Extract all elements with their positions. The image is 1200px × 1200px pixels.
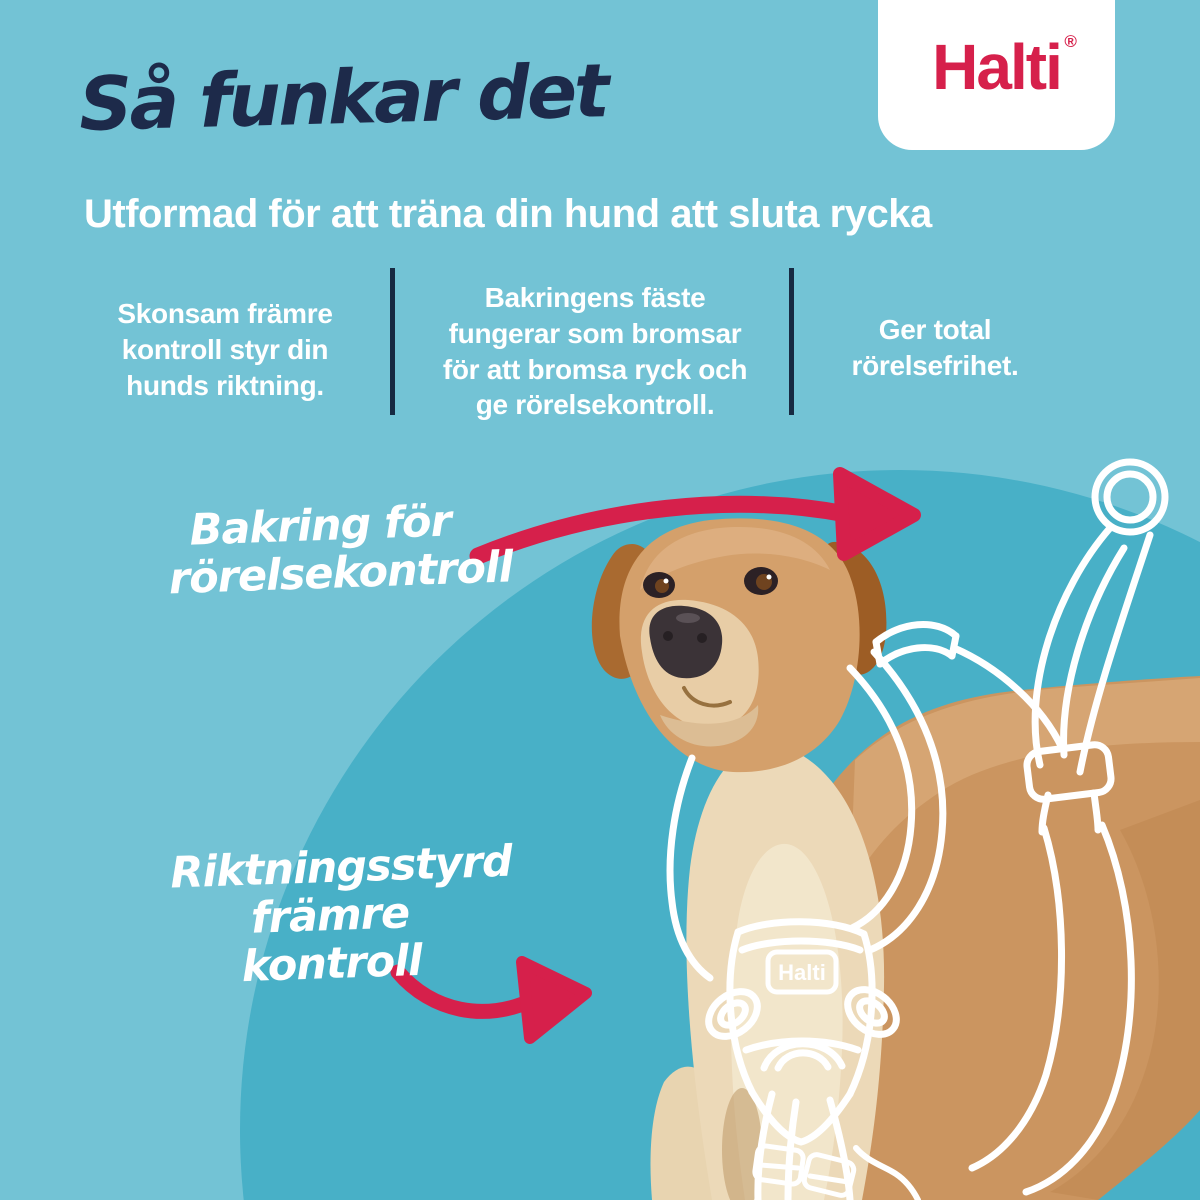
annotation-front-control-line2: främre kontroll <box>240 888 423 993</box>
column-divider <box>390 268 395 415</box>
halti-logo-card <box>878 0 1115 150</box>
halti-logo-text: Halti <box>932 31 1061 103</box>
feature-back-ring-brake: Bakringens fäste fungerar som bromsar för att bromsa ryck och ge rörelsekontroll. <box>442 282 748 421</box>
back-ring-icon <box>1095 462 1165 532</box>
annotation-back-ring-line2: rörelsekontroll <box>168 542 514 605</box>
page-subtitle: Utformad för att träna din hund att sluta rycka <box>84 192 932 236</box>
page-title: Så funkar det <box>78 48 608 148</box>
annotation-front-control-line1: Riktningsstyrd <box>169 836 513 899</box>
harness-badge-label: Halti <box>778 960 826 985</box>
feature-front-control: Skonsam främre kontroll styr din hunds riktning. <box>117 298 333 401</box>
halti-logo <box>932 30 1077 104</box>
annotation-back-ring-line1: Bakring för <box>188 496 452 556</box>
annotation-back-ring <box>166 496 514 605</box>
registered-trademark-icon: ® <box>1064 32 1077 51</box>
column-divider <box>789 268 794 415</box>
annotation-front-control <box>169 836 513 994</box>
feature-freedom: Ger total rörelsefrihet. <box>851 314 1019 381</box>
